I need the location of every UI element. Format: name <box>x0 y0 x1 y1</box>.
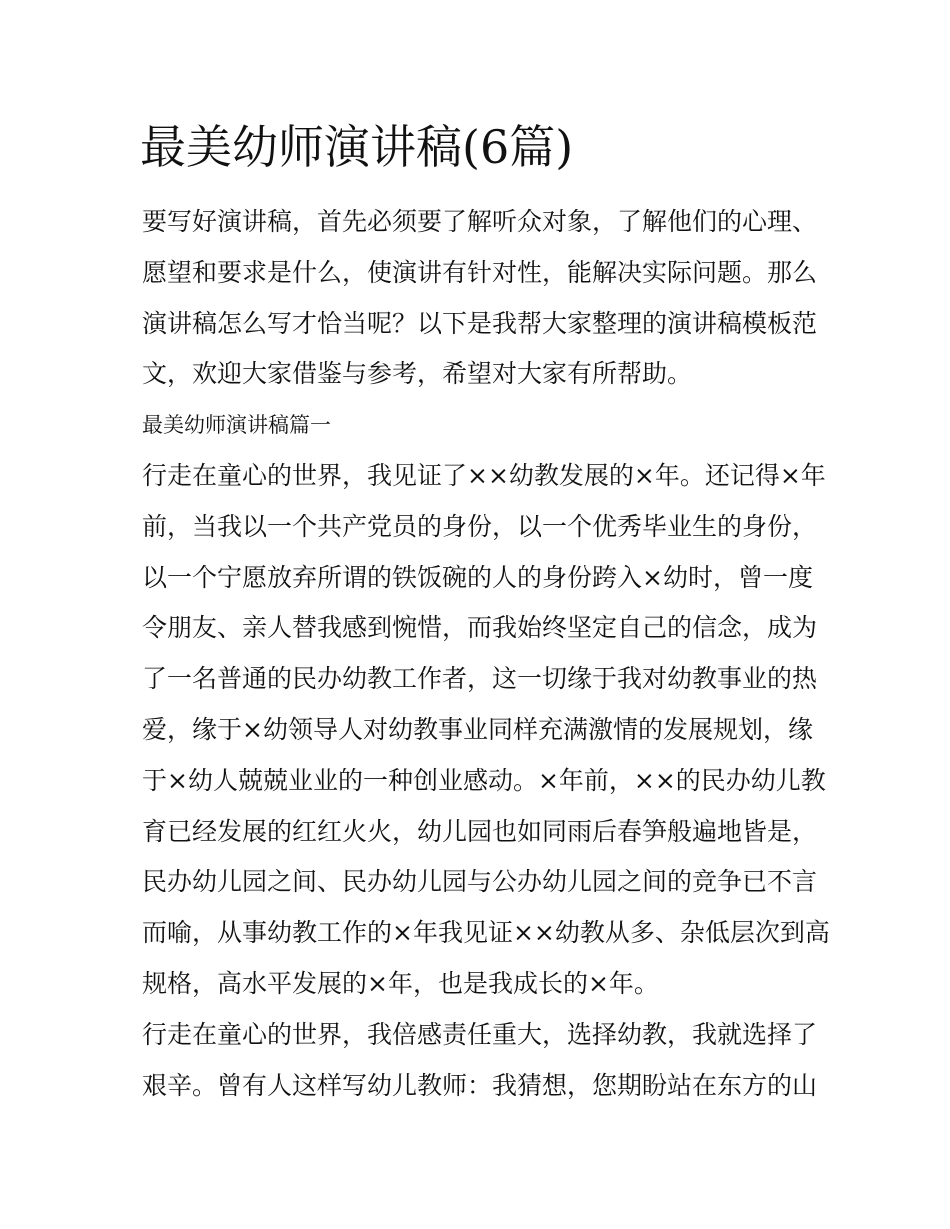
text-line: 规格，高水平发展的×年，也是我成长的×年。 <box>142 968 659 998</box>
text-line: 于×幼人兢兢业业的一种创业感动。×年前，××的民办幼儿教 <box>142 765 826 795</box>
text-line: 而喻，从事幼教工作的×年我见证××幼教从多、杂低层次到高 <box>142 918 830 948</box>
text-line: 前，当我以一个共产党员的身份，以一个优秀毕业生的身份， <box>142 511 818 541</box>
text-line: 爱，缘于×幼领导人对幼教事业同样充满激情的发展规划，缘 <box>142 714 813 744</box>
paragraph-2 <box>142 1010 842 1112</box>
text-line: 演讲稿怎么写才恰当呢？以下是我帮大家整理的演讲稿模板范 <box>142 308 818 338</box>
section-heading: 最美幼师演讲稿篇一 <box>142 413 331 438</box>
text-line: 艰辛。曾有人这样写幼儿教师：我猜想，您期盼站在东方的山 <box>142 1070 818 1100</box>
text-line: 民办幼儿园之间、民办幼儿园与公办幼儿园之间的竞争已不言 <box>142 867 818 897</box>
text-line: 愿望和要求是什么，使演讲有针对性，能解决实际问题。那么 <box>142 257 818 287</box>
text-line: 文，欢迎大家借鉴与参考，希望对大家有所帮助。 <box>142 359 693 389</box>
text-line: 行走在童心的世界，我见证了××幼教发展的×年。还记得×年 <box>142 460 826 490</box>
text-line: 令朋友、亲人替我感到惋惜，而我始终坚定自己的信念，成为 <box>142 613 818 643</box>
text-line: 以一个宁愿放弃所谓的铁饭碗的人的身份跨入×幼时，曾一度 <box>142 562 813 592</box>
text-line: 要写好演讲稿，首先必须要了解听众对象，了解他们的心理、 <box>142 207 818 236</box>
document-body <box>142 197 842 1111</box>
text-line: 行走在童心的世界，我倍感责任重大，选择幼教，我就选择了 <box>142 1019 818 1049</box>
text-line: 了一名普通的民办幼教工作者，这一切缘于我对幼教事业的热 <box>142 664 818 694</box>
paragraph-1 <box>142 451 842 1010</box>
text-line: 育已经发展的红红火火，幼儿园也如同雨后春笋般遍地皆是， <box>142 816 818 846</box>
intro-paragraph <box>142 197 842 400</box>
document-title: 最美幼师演讲稿(6篇) <box>140 120 574 174</box>
